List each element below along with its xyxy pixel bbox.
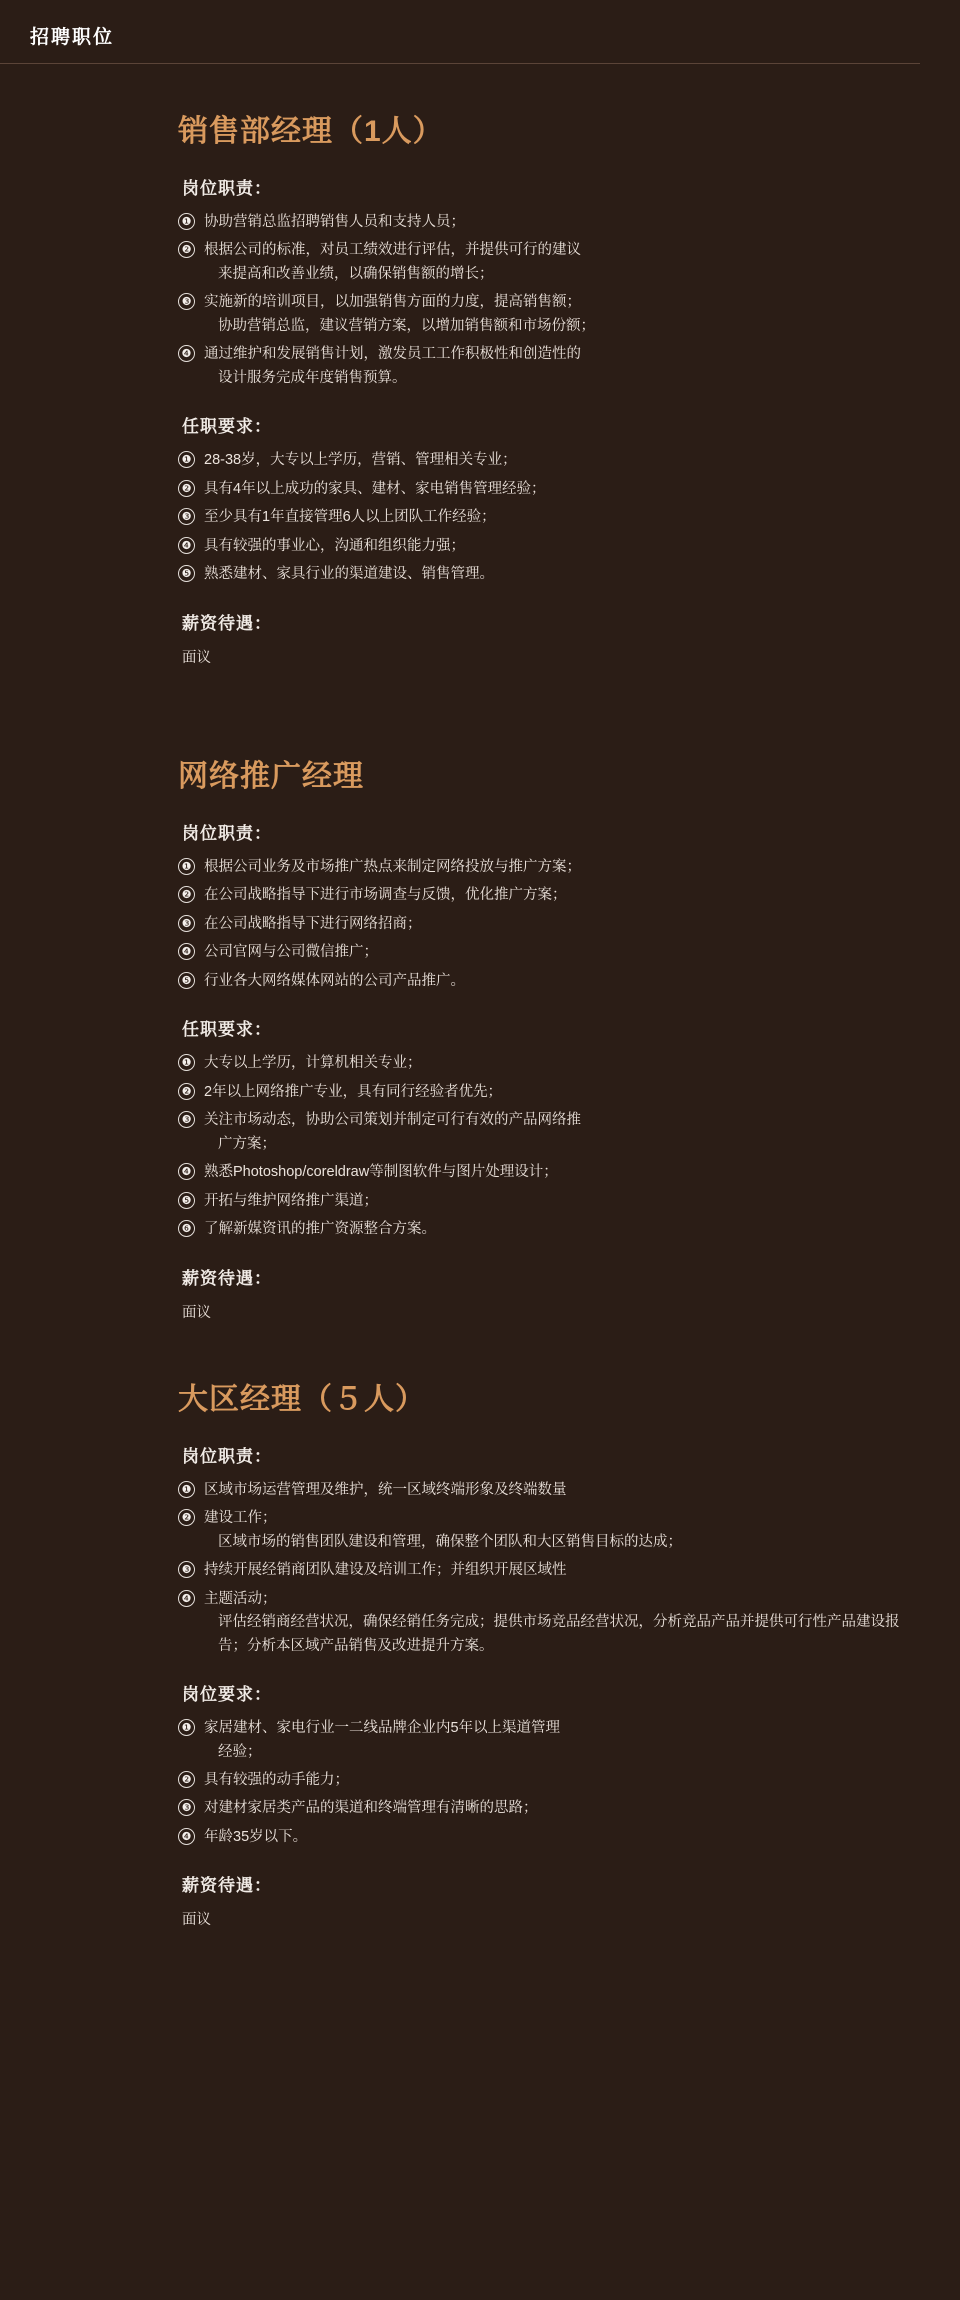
duties-list [178,211,900,390]
bullet-number-icon: ❶ [178,1054,195,1071]
section-heading-duties: 岗位职责： [182,1446,272,1466]
list-item-text: 根据公司业务及市场推广热点来制定网络投放与推广方案； [204,858,581,875]
list-item [178,239,900,286]
list-item [178,1052,900,1075]
list-item-text: 具有4年以上成功的家具、建材、家电销售管理经验； [204,480,546,497]
job-title: 销售部经理（1人） [178,115,444,148]
list-item-text: 协助营销总监招聘销售人员和支持人员； [204,214,465,230]
job-duties-section [178,1442,900,1658]
bullet-number-icon: ❷ [178,480,195,497]
bullet-number-icon: ❺ [178,972,195,989]
section-heading-requirements: 任职要求： [182,417,272,437]
section-heading-requirements: 岗位要求： [182,1685,272,1705]
list-item-text: 了解新媒资讯的推广资源整合方案。 [204,1221,436,1238]
job-requirements-section [178,1680,900,1849]
bullet-number-icon: ❺ [178,1192,195,1209]
bullet-number-icon: ❸ [178,508,195,525]
job-duties-section [178,819,900,993]
job-block-2 [178,751,900,1322]
list-item [178,478,900,501]
list-item [178,535,900,558]
list-item-text: 2年以上网络推广专业，具有同行经验者优先； [204,1083,503,1100]
list-item [178,1826,900,1849]
job-listing-content [0,64,960,2015]
requirements-list [178,1052,900,1241]
section-heading-salary: 薪资待遇： [182,1268,272,1288]
list-item-text: 主题活动； [204,1590,277,1607]
list-item [178,1588,900,1658]
job-duties-section [178,174,900,390]
job-salary-section [178,1871,900,1929]
bullet-number-icon: ❶ [178,213,195,230]
list-item [178,211,900,234]
list-item [178,884,900,907]
bullet-number-icon: ❸ [178,915,195,932]
list-item [178,1161,900,1184]
page-header [0,0,920,64]
job-requirements-section [178,1015,900,1241]
section-heading-duties: 岗位职责： [182,823,272,843]
section-heading-duties: 岗位职责： [182,179,272,198]
list-item-text: 建设工作； [204,1510,277,1527]
list-item [178,1559,900,1582]
list-item [178,941,900,964]
bullet-number-icon: ❷ [178,1509,195,1526]
salary-value: 面议 [182,1912,211,1929]
bullet-number-icon: ❶ [178,451,195,468]
list-item [178,449,900,472]
list-item [178,1109,900,1156]
list-item-text: 28-38岁，大专以上学历，营销、管理相关专业； [204,452,517,469]
list-item [178,1479,900,1502]
section-heading-salary: 薪资待遇： [182,613,272,633]
list-item [178,970,900,993]
bullet-number-icon: ❷ [178,241,195,258]
job-title: 大区经理（５人） [178,1382,426,1416]
bullet-number-icon: ❸ [178,1111,195,1128]
list-item [178,291,900,338]
list-item-text: 行业各大网络媒体网站的公司产品推广。 [204,972,465,989]
list-item-text: 通过维护和发展销售计划，激发员工工作积极性和创造性的 [204,346,581,363]
list-item [178,1769,900,1792]
list-item-text: 年龄35岁以下。 [204,1828,308,1845]
section-divider-space [178,693,900,751]
salary-value: 面议 [182,649,211,666]
section-heading-salary: 薪资待遇： [182,1876,272,1896]
bullet-number-icon: ❹ [178,537,195,554]
list-item-text: 实施新的培训项目，以加强销售方面的力度，提高销售额； [204,294,581,311]
list-item-text: 根据公司的标准，对员工绩效进行评估，并提供可行的建议 [204,242,581,259]
list-item [178,506,900,529]
list-item-continuation: 广方案； [218,1135,276,1152]
list-item-text: 公司官网与公司微信推广； [204,944,378,961]
list-item-continuation: 设计服务完成年度销售预算。 [218,369,407,386]
list-item-text: 区域市场运营管理及维护，统一区域终端形象及终端数量 [204,1481,567,1498]
list-item-text: 具有较强的动手能力； [204,1771,349,1788]
bullet-number-icon: ❶ [178,858,195,875]
list-item-continuation: 评估经销商经营状况，确保经销任务完成；提供市场竞品经营状况，分析竞品产品并提供可行性产品建设报告；分析本区域产品销售及改进提升方案。 [218,1614,900,1654]
list-item [178,1218,900,1241]
list-item [178,1190,900,1213]
duties-list [178,1479,900,1658]
list-item [178,1081,900,1104]
bullet-number-icon: ❸ [178,1561,195,1578]
list-item-text: 具有较强的事业心，沟通和组织能力强； [204,537,465,554]
list-item [178,913,900,936]
list-item [178,343,900,390]
list-item-text: 至少具有1年直接管理6人以上团队工作经验； [204,509,496,526]
list-item-text: 开拓与维护网络推广渠道； [204,1192,378,1209]
bullet-number-icon: ❺ [178,565,195,582]
section-divider-space [178,1348,900,1374]
section-heading-requirements: 任职要求： [182,1020,272,1040]
bullet-number-icon: ❹ [178,1590,195,1607]
list-item-text: 熟悉Photoshop/coreldraw等制图软件与图片处理设计； [204,1164,558,1181]
bullet-number-icon: ❸ [178,293,195,310]
list-item-continuation: 经验； [218,1743,262,1760]
bullet-number-icon: ❶ [178,1719,195,1736]
page-title: 招聘职位 [30,27,115,48]
job-block-3 [178,1374,900,1930]
list-item [178,1507,900,1554]
bullet-number-icon: ❹ [178,943,195,960]
bullet-number-icon: ❹ [178,1163,195,1180]
duties-list [178,856,900,993]
bullet-number-icon: ❷ [178,1083,195,1100]
list-item-text: 在公司战略指导下进行网络招商； [204,915,422,932]
list-item-continuation: 协助营销总监，建议营销方案，以增加销售额和市场份额； [218,317,595,334]
job-block-1 [178,106,900,667]
list-item-text: 熟悉建材、家具行业的渠道建设、销售管理。 [204,566,494,583]
job-requirements-section [178,412,900,586]
job-salary-section [178,1264,900,1322]
list-item [178,563,900,586]
bullet-number-icon: ❶ [178,1481,195,1498]
requirements-list [178,449,900,586]
bullet-number-icon: ❷ [178,1771,195,1788]
requirements-list [178,1717,900,1849]
list-item-continuation: 区域市场的销售团队建设和管理，确保整个团队和大区销售目标的达成； [218,1533,682,1550]
bullet-number-icon: ❹ [178,345,195,362]
list-item-text: 关注市场动态，协助公司策划并制定可行有效的产品网络推 [204,1112,581,1129]
list-item [178,1717,900,1764]
bullet-number-icon: ❻ [178,1220,195,1237]
list-item-text: 对建材家居类产品的渠道和终端管理有清晰的思路； [204,1800,538,1817]
bullet-number-icon: ❷ [178,886,195,903]
job-title: 网络推广经理 [178,759,364,793]
list-item [178,1797,900,1820]
bullet-number-icon: ❸ [178,1799,195,1816]
bullet-number-icon: ❹ [178,1828,195,1845]
list-item [178,856,900,879]
list-item-text: 持续开展经销商团队建设及培训工作；并组织开展区域性 [204,1562,567,1579]
salary-value: 面议 [182,1304,211,1321]
list-item-text: 家居建材、家电行业一二线品牌企业内5年以上渠道管理 [204,1720,561,1737]
list-item-text: 在公司战略指导下进行市场调查与反馈，优化推广方案； [204,887,567,904]
list-item-text: 大专以上学历，计算机相关专业； [204,1055,422,1072]
list-item-continuation: 来提高和改善业绩，以确保销售额的增长； [218,265,494,282]
job-salary-section [178,609,900,667]
